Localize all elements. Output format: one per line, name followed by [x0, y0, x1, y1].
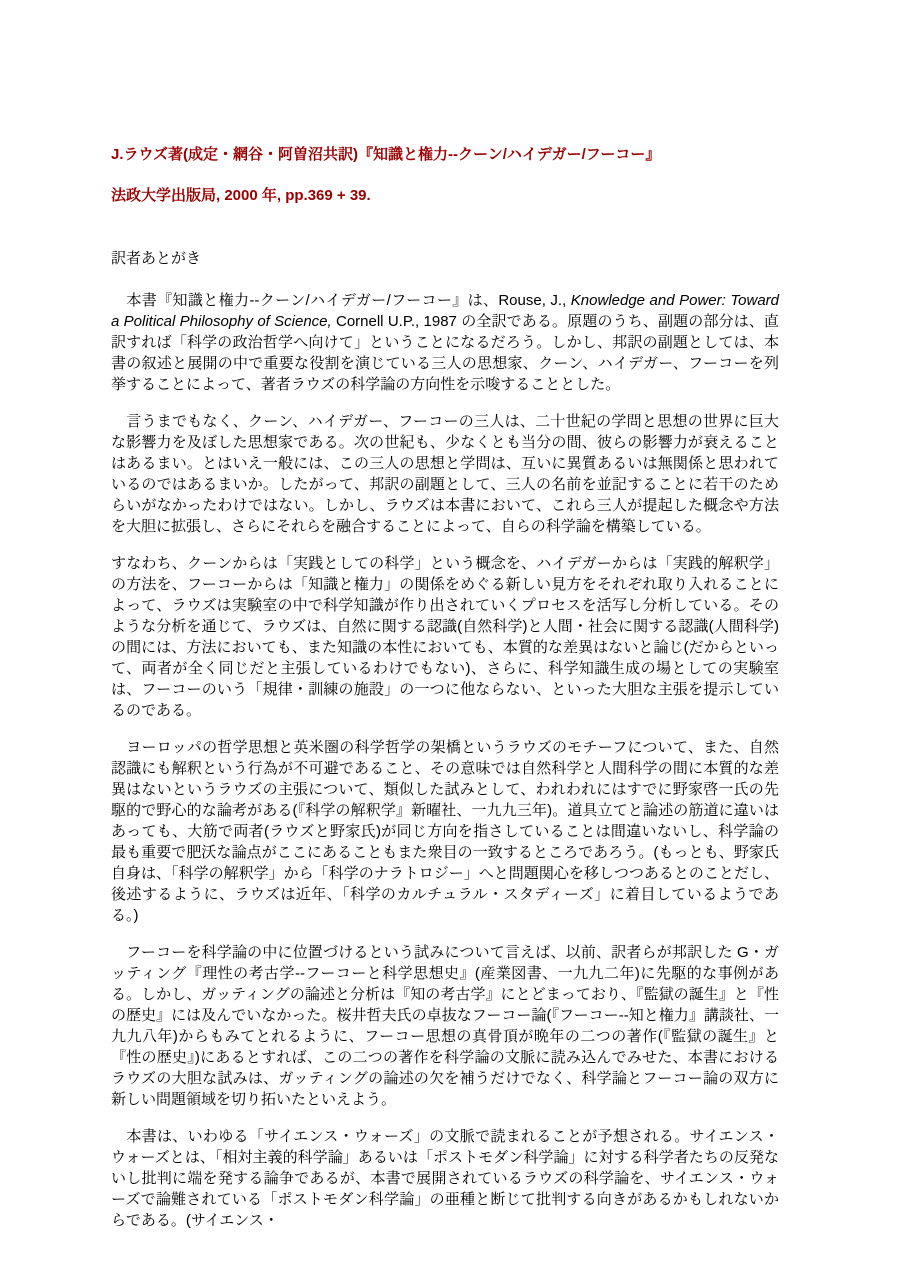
document-body	[111, 290, 779, 1231]
page-title: J.ラウズ著(成定・網谷・阿曽沼共訳)『知識と権力--クーン/ハイデガー/フーコー』	[111, 146, 661, 163]
paragraph-4: ヨーロッパの哲学思想と英米圏の科学哲学の架橋というラウズのモチーフについて、また、自然認識にも解釈という行為が不可避であること、その意味では自然科学と人間科学の間に本質的な差異はないというラウズの主張について、類似した試みとして、われわれにはすでに野家啓一氏の先駆的で野心的な論考がある(『科学の解釈学』新曜社、一九九三年)。道具立てと論述の筋道に違いはあっても、大筋で両者(ラウズと野家氏)が同じ方向を指さしていることは間違いないし、科学論の最も重要で肥沃な論点がここにあることもまた衆目の一致するところであろう。(もっとも、野家氏自身は、「科学の解釈学」から「科学のナラトロジー」へと問題関心を移しつつあるとのことだし、後述するように、ラウズは近年、「科学のカルチュラル・スタディーズ」に着目しているようである。)	[111, 739, 779, 924]
paragraph-6: 本書は、いわゆる「サイエンス・ウォーズ」の文脈で読まれることが予想される。サイエンス・ウォーズとは、「相対主義的科学論」あるいは「ポストモダン科学論」に対する科学者たちの反発ないし批判に端を発する論争であるが、本書で展開されているラウズの科学論を、サイエンス・ウォーズで論難されている「ポストモダン科学論」の亜種と断じて批判する向きがあるかもしれないからである。(サイエンス・	[111, 1128, 779, 1229]
paragraph-5: フーコーを科学論の中に位置づけるという試みについて言えば、以前、訳者らが邦訳した G・ガッティング『理性の考古学--フーコーと科学思想史』(産業図書、一九九二年)に先駆的な事例がある。しかし、ガッティングの論述と分析は『知の考古学』にとどまっており、『監獄の誕生』と『性の歴史』には及んでいなかった。桜井哲夫氏の卓抜なフーコー論(『フーコー--知と権力』講談社、一九九八年)からもみてとれるように、フーコー思想の真骨頂が晩年の二つの著作(『監獄の誕生』と『性の歴史』)にあるとすれば、この二つの著作を科学論の文脈に読み込んでみせた、本書におけるラウズの大胆な試みは、ガッティングの論述の欠を補うだけでなく、科学論とフーコー論の双方に新しい問題領域を切り拓いたといえよう。	[111, 944, 779, 1108]
section-heading: 訳者あとがき	[111, 250, 202, 267]
publisher-line: 法政大学出版局, 2000 年, pp.369 + 39.	[111, 187, 371, 204]
paragraph-2: 言うまでもなく、クーン、ハイデガー、フーコーの三人は、二十世紀の学問と思想の世界に巨大な影響力を及ぼした思想家である。次の世紀も、少なくとも当分の間、彼らの影響力が衰えることはあるまい。とはいえ一般には、この三人の思想と学問は、互いに異質あるいは無関係と思われているのではあるまいか。したがって、邦訳の副題として、三人の名前を並記することに若干のためらいがなかったわけではない。しかし、ラウズは本書において、これら三人が提起した概念や方法を大胆に拡張し、さらにそれらを融合することによって、自らの科学論を構築している。	[111, 413, 779, 535]
paragraph-3: すなわち、クーンからは「実践としての科学」という概念を、ハイデガーからは「実践的解釈学」の方法を、フーコーからは「知識と権力」の関係をめぐる新しい見方をそれぞれ取り入れることによって、ラウズは実験室の中で科学知識が作り出されていくプロセスを活写し分析している。そのような分析を通じて、ラウズは、自然に関する認識(自然科学)と人間・社会に関する認識(人間科学)の間には、方法においても、また知識の本性においても、本質的な差異はないと論じ(だからといって、両者が全く同じだと主張しているわけでもない)、さらに、科学知識生成の場としての実験室は、フーコーのいう「規律・訓練の施設」の一つに他ならない、といった大胆な主張を提示しているのである。	[111, 555, 779, 719]
paragraph-1: 本書『知識と権力--クーン/ハイデガー/フーコー』は、Rouse, J., Knowledge and Power: Toward a Political Philosophy of Science, Cornell U.P., 1987 の全訳である。原題のうち、副題の部分は、直訳すれば「科学の政治哲学へ向けて」ということになるだろう。しかし、邦訳の副題としては、本書の叙述と展開の中で重要な役割を演じている三人の思想家、クーン、ハイデガー、フーコーを列挙することによって、著者ラウズの科学論の方向性を示唆することとした。	[111, 292, 780, 393]
